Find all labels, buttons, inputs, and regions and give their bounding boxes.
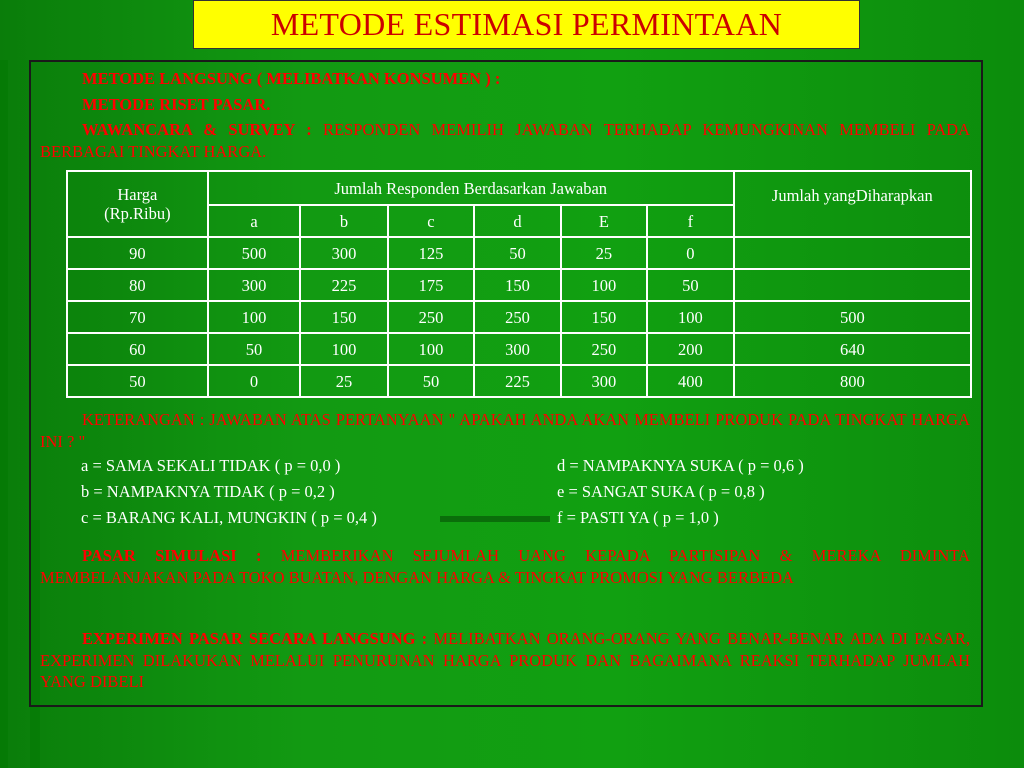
- cell-d: 250: [474, 301, 560, 333]
- cell-a: 100: [208, 301, 301, 333]
- slide-title: METODE ESTIMASI PERMINTAAN: [270, 6, 783, 42]
- intro-line-1-text: METODE LANGSUNG ( MELIBATKAN KONSUMEN ) :: [82, 69, 501, 88]
- cell-b: 300: [300, 237, 387, 269]
- legend-a: a = SAMA SEKALI TIDAK ( p = 0,0 ): [81, 456, 341, 475]
- responden-table: [66, 170, 972, 398]
- cell-c: 125: [388, 237, 474, 269]
- legend-b: b = NAMPAKNYA TIDAK ( p = 0,2 ): [81, 482, 335, 501]
- experimen-label: EXPERIMEN PASAR SECARA LANGSUNG :: [82, 629, 428, 648]
- title-box: [193, 0, 860, 49]
- intro-line-2-text: METODE RISET PASAR.: [82, 95, 271, 114]
- subheader-d: d: [474, 205, 560, 237]
- cell-c: 50: [388, 365, 474, 397]
- cell-d: 50: [474, 237, 560, 269]
- cell-d: 225: [474, 365, 560, 397]
- keterangan-paragraph: [40, 409, 970, 452]
- cell-c: 250: [388, 301, 474, 333]
- survey-label: WAWANCARA & SURVEY :: [82, 120, 312, 139]
- cell-f: 50: [647, 269, 734, 301]
- legend-c: c = BARANG KALI, MUNGKIN ( p = 0,4 ): [81, 508, 377, 527]
- legend-f: f = PASTI YA ( p = 1,0 ): [557, 508, 719, 527]
- cell-expected: 640: [734, 333, 971, 365]
- cell-d: 300: [474, 333, 560, 365]
- cell-a: 0: [208, 365, 301, 397]
- experimen-text: MELIBATKAN ORANG-ORANG YANG BENAR-BENAR ADA DI PASAR, EXPERIMEN DILAKUKAN MELALUI PENURUNAN HARGA PRODUK DAN BAGAIMANA REAKSI TERHADAP JUMLAH YANG DIBELI: [40, 629, 970, 691]
- legend-d: d = NAMPAKNYA SUKA ( p = 0,6 ): [557, 456, 804, 475]
- subheader-c: c: [388, 205, 474, 237]
- cell-a: 50: [208, 333, 301, 365]
- pasar-simulasi-text: MEMBERIKAN SEJUMLAH UANG KEPADA PARTISIPAN & MEREKA DIMINTA MEMBELANJAKAN PADA TOKO BUATAN, DENGAN HARGA & TINGKAT PROMOSI YANG BERBEDA: [40, 546, 970, 587]
- subheader-a: a: [208, 205, 301, 237]
- cell-b: 150: [300, 301, 387, 333]
- cell-f: 0: [647, 237, 734, 269]
- cell-f: 400: [647, 365, 734, 397]
- cell-f: 100: [647, 301, 734, 333]
- cell-e: 300: [561, 365, 647, 397]
- intro-line-2: [40, 94, 970, 116]
- survey-paragraph: [40, 119, 970, 162]
- cell-c: 100: [388, 333, 474, 365]
- cell-harga: 70: [67, 301, 208, 333]
- keterangan-text: KETERANGAN : JAWABAN ATAS PERTANYAAN " APAKAH ANDA AKAN MEMBELI PRODUK PADA TINGKAT HARGA INI ? ": [40, 410, 970, 451]
- pasar-simulasi-paragraph: [40, 545, 970, 588]
- background-stripe-left: [0, 60, 8, 768]
- header-jumlah-diharapkan: Jumlah yangDiharapkan: [734, 171, 971, 237]
- intro-line-1: [40, 68, 970, 90]
- cell-b: 100: [300, 333, 387, 365]
- cell-e: 150: [561, 301, 647, 333]
- cell-c: 175: [388, 269, 474, 301]
- cell-harga: 50: [67, 365, 208, 397]
- cell-f: 200: [647, 333, 734, 365]
- table-header-row-1: [67, 171, 971, 205]
- survey-text: RESPONDEN MEMILIH JAWABAN TERHADAP KEMUNGKINAN MEMBELI PADA BERBAGAI TINGKAT HARGA.: [40, 120, 971, 161]
- pasar-simulasi-label: PASAR SIMULASI :: [82, 546, 262, 565]
- subheader-f: f: [647, 205, 734, 237]
- cell-e: 25: [561, 237, 647, 269]
- cell-expected: [734, 269, 971, 301]
- cell-expected: 500: [734, 301, 971, 333]
- table-row: [67, 365, 971, 397]
- cell-a: 500: [208, 237, 301, 269]
- cell-b: 25: [300, 365, 387, 397]
- header-harga: Harga (Rp.Ribu): [67, 171, 208, 237]
- cell-harga: 90: [67, 237, 208, 269]
- table-row: [67, 237, 971, 269]
- cell-expected: [734, 237, 971, 269]
- cell-harga: 60: [67, 333, 208, 365]
- cell-expected: 800: [734, 365, 971, 397]
- cell-e: 250: [561, 333, 647, 365]
- cell-b: 225: [300, 269, 387, 301]
- subheader-e: E: [561, 205, 647, 237]
- cell-d: 150: [474, 269, 560, 301]
- subheader-b: b: [300, 205, 387, 237]
- cell-harga: 80: [67, 269, 208, 301]
- table-row: [67, 269, 971, 301]
- legend-e: e = SANGAT SUKA ( p = 0,8 ): [557, 482, 765, 501]
- experimen-paragraph: [40, 628, 970, 693]
- divider-bar: [440, 516, 550, 522]
- header-jumlah-responden: Jumlah Responden Berdasarkan Jawaban: [208, 171, 734, 205]
- table-row: [67, 333, 971, 365]
- table-row: [67, 301, 971, 333]
- cell-e: 100: [561, 269, 647, 301]
- cell-a: 300: [208, 269, 301, 301]
